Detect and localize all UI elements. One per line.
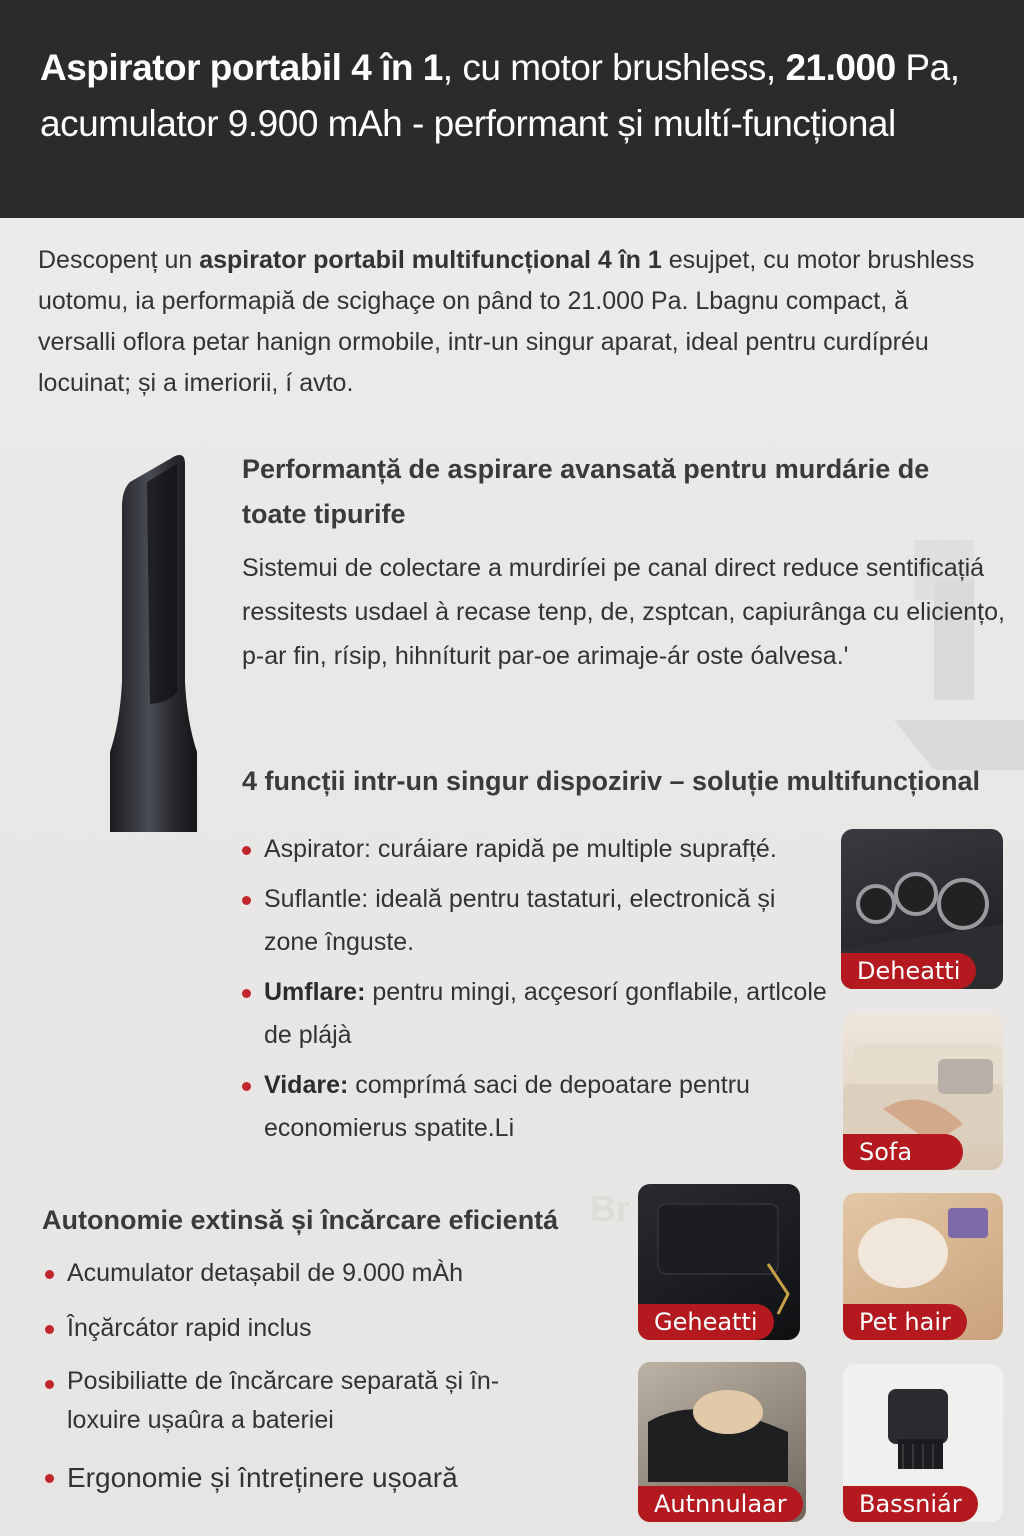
list-item — [242, 1064, 832, 1150]
function-label: Vidare: — [264, 1071, 349, 1099]
function-label: Aspirator: — [264, 835, 371, 863]
thumbnail-label: Bassniár — [843, 1486, 978, 1522]
function-text: curáiare rapidă pe multiple suprafțé. — [370, 835, 777, 863]
title-pressure-value: 21.000 — [785, 47, 896, 88]
crevice-nozzle-icon — [105, 452, 200, 837]
section-autonomy-title: Autonomie extinsă și încărcare eficientá — [42, 1205, 559, 1235]
thumbnail-car-vents — [841, 829, 1003, 989]
thumbnail-label: Pet hair — [843, 1304, 967, 1340]
thumbnail-car-seat — [638, 1362, 806, 1522]
function-text: pentru mingi, acçesorí gonflabile, artlcole de plájà — [264, 978, 827, 1049]
title-bold-part: Aspirator portabil 4 în 1 — [40, 47, 443, 88]
section-functions-title: 4 funcții intr-un singur dispoziriv – soluție multifuncțional — [242, 766, 981, 796]
page-title — [40, 40, 984, 152]
section-performance-title: Performanță de aspirare avansată pentru murdárie de toate tipurife — [242, 454, 930, 529]
intro-rest: esujpet, cu motor brushless uotomu, ia performapiă de scighaçe on pând to 21.000 Pa. Lbagnu compact, ă versalli oflora petar hanign ormobile, intr-un singur aparat, ideal pentru curdípréu locuinat; și a imeriorii, í avto. — [38, 246, 975, 397]
intro-paragraph — [38, 240, 978, 404]
list-item — [242, 878, 832, 964]
thumbnail-label: Autnnulaar — [638, 1486, 803, 1522]
thumbnail-label: Sofa — [843, 1134, 963, 1170]
list-item: Ergonomie și întreținere ușoară — [45, 1456, 545, 1499]
function-label: Umflare: — [264, 978, 366, 1006]
title-rest-part: Pa, acumulator 9.900 mAh - performant și multí-funcțional — [40, 47, 960, 144]
watermark-text: Br — [590, 1188, 631, 1229]
autonomy-list — [45, 1252, 545, 1499]
thumbnail-car-console — [638, 1184, 800, 1340]
thumbnail-label: Deheatti — [841, 953, 976, 989]
list-item — [242, 971, 832, 1057]
functions-list — [242, 828, 832, 1150]
list-item: Înçărcátor rapid inclus — [45, 1307, 545, 1350]
thumbnail-label: Geheatti — [638, 1304, 774, 1340]
section-performance-body: Sistemui de colectare a murdiríei pe canal direct reduce sentificațiá ressitests usdael à recase tenp, de, zsptcan, capiurânga cu eliciențo, p-ar fin, rísip, hihníturit par-oe arimaje-ár oste óalvesa.' — [242, 554, 1005, 670]
list-item: Posibiliatte de încărcare separată și în-loxuire ușaûra a bateriei — [45, 1362, 545, 1440]
list-item — [242, 828, 832, 871]
thumbnail-pet-hair — [843, 1193, 1003, 1340]
intro-bold: aspirator portabil multifuncțional 4 în 1 — [199, 246, 662, 274]
intro-lead: Descopenț un — [38, 246, 200, 274]
title-middle-part: , cu motor brushless, — [442, 47, 786, 88]
list-item: Acumulator detașabil de 9.000 mÀh — [45, 1252, 545, 1295]
function-label: Suflantle: — [264, 885, 369, 913]
function-text: comprímá saci de depoatare pentru economierus spatite.Li — [264, 1071, 750, 1142]
page-header — [0, 0, 1024, 218]
thumbnail-sofa — [843, 1014, 1003, 1170]
function-text: ideală pentru tastaturi, electronică și zone înguste. — [264, 885, 776, 956]
thumbnail-brush-head — [843, 1364, 1003, 1522]
